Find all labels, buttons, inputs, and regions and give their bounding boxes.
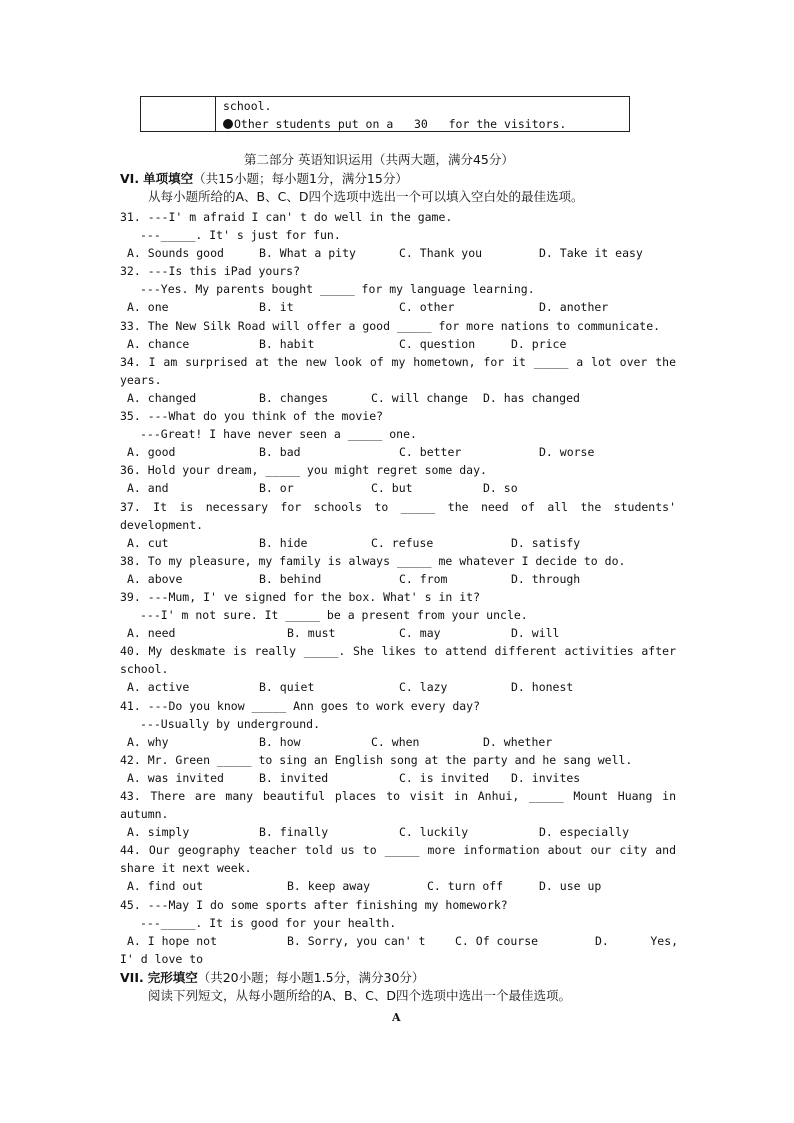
question-39-options <box>120 624 676 642</box>
question-41: 41. ---Do you know _____ Ann goes to work every day? <box>120 698 481 713</box>
option-d: D. satisfy <box>511 535 581 550</box>
option-a: A. why <box>127 734 169 749</box>
option-d: D. has changed <box>483 390 580 405</box>
section-6-heading <box>120 170 408 188</box>
option-a: A. above <box>127 571 183 586</box>
question-44: 44. Our geography teacher told us to _____ more information about our city and <box>120 843 676 858</box>
option-c: C. lazy <box>399 680 448 695</box>
question-40-cont: school. <box>120 662 169 677</box>
option-d: D. honest <box>511 680 574 695</box>
option-d: D. another <box>539 300 609 315</box>
option-b: B. hide <box>259 535 308 550</box>
question-31-reply: ---_____. It' s just for fun. <box>140 228 341 243</box>
option-d: D. through <box>511 571 581 586</box>
section-6-info: （共15小题；每小题1分，满分15分） <box>193 171 408 186</box>
option-d: D. use up <box>539 879 602 894</box>
option-d: D. especially <box>539 825 630 840</box>
question-38-options <box>120 570 676 588</box>
question-39: 39. ---Mum, I' ve signed for the box. What' s in it? <box>120 589 481 604</box>
option-a: A. I hope not <box>127 933 218 948</box>
option-b: B. it <box>259 300 294 315</box>
table-line-2-text: Other students put on a 30 for the visitors. <box>234 117 567 131</box>
question-45-reply: ---_____. It is good for your health. <box>140 915 397 930</box>
option-a: A. chance <box>127 336 190 351</box>
option-b: B. invited <box>259 770 329 785</box>
option-b: B. how <box>259 734 301 749</box>
question-34-options <box>120 389 676 407</box>
option-b: B. behind <box>259 571 322 586</box>
option-d: D. Take it easy <box>539 246 643 261</box>
question-43: 43. There are many beautiful places to visit in Anhui, _____ Mount Huang in <box>120 789 676 803</box>
question-35: 35. ---What do you think of the movie? <box>120 409 384 424</box>
option-c: C. is invited <box>399 770 490 785</box>
question-33-options <box>120 335 676 353</box>
option-a: A. cut <box>127 535 169 550</box>
section-7-instruction: 阅读下列短文，从每小题所给的A、B、C、D四个选项中选出一个最佳选项。 <box>148 988 571 1003</box>
passage-label: A <box>392 1011 401 1024</box>
option-a: A. was invited <box>127 770 224 785</box>
option-b: B. or <box>259 481 294 496</box>
question-42-options <box>120 769 676 787</box>
table-line-1: school. <box>223 99 272 113</box>
question-34-cont: years. <box>120 372 162 387</box>
option-c: C. when <box>371 734 420 749</box>
bullet-icon <box>223 119 233 129</box>
question-list <box>120 208 679 968</box>
option-a: A. good <box>127 445 176 460</box>
question-42: 42. Mr. Green _____ to sing an English song at the party and he sang well. <box>120 752 633 767</box>
option-d: D. price <box>511 336 567 351</box>
option-c: C. Of course <box>455 933 539 948</box>
option-b: B. keep away <box>287 879 371 894</box>
question-45-options <box>120 932 679 950</box>
option-d: D. so <box>483 481 518 496</box>
question-36: 36. Hold your dream, _____ you might regret some day. <box>120 463 487 478</box>
option-c: C. from <box>399 571 448 586</box>
question-37: 37. It is necessary for schools to _____ the need of all the students' <box>120 499 676 514</box>
question-37-cont: development. <box>120 517 204 532</box>
option-a: A. simply <box>127 825 190 840</box>
top-table <box>140 96 630 132</box>
part-2-title: 第二部分 英语知识运用（共两大题，满分45分） <box>244 152 514 167</box>
question-34: 34. I am surprised at the new look of my hometown, for it _____ a lot over the <box>120 354 676 369</box>
question-38: 38. To my pleasure, my family is always _____ me whatever I decide to do. <box>120 553 626 568</box>
section-7-name: 完形填空 <box>147 970 198 985</box>
option-c: C. other <box>399 300 455 315</box>
option-d: D. will <box>511 626 560 641</box>
question-43-options <box>120 823 676 841</box>
question-44-cont: share it next week. <box>120 861 252 876</box>
option-b: B. quiet <box>259 680 315 695</box>
section-7-info: （共20小题；每小题1.5分，满分30分） <box>197 970 425 985</box>
question-35-reply: ---Great! I have never seen a _____ one. <box>140 427 417 442</box>
question-40-options <box>120 678 676 696</box>
option-d: D. Yes, <box>595 933 679 948</box>
question-41-reply: ---Usually by underground. <box>140 716 321 731</box>
question-32-reply: ---Yes. My parents bought _____ for my language learning. <box>140 282 535 297</box>
option-a: A. active <box>127 680 190 695</box>
question-41-options <box>120 733 676 751</box>
question-31: 31. ---I' m afraid I can' t do well in the game. <box>120 210 453 224</box>
table-line-2 <box>223 116 566 133</box>
question-32-options <box>120 298 676 316</box>
option-b: B. bad <box>259 445 301 460</box>
option-d: D. whether <box>483 734 553 749</box>
option-c: C. luckily <box>399 825 469 840</box>
question-36-options <box>120 479 676 497</box>
option-d: D. invites <box>511 770 581 785</box>
option-b: B. changes <box>259 390 329 405</box>
option-c: C. Thank you <box>399 246 483 261</box>
option-a: A. changed <box>127 390 197 405</box>
question-43-cont: autumn. <box>120 807 169 822</box>
option-a: A. and <box>127 481 169 496</box>
option-c: C. will change <box>371 390 468 405</box>
question-44-options <box>120 877 676 895</box>
question-39-reply: ---I' m not sure. It _____ be a present from your uncle. <box>140 608 528 623</box>
option-b: B. What a pity <box>259 246 356 261</box>
option-c: C. turn off <box>427 879 504 894</box>
question-45: 45. ---May I do some sports after finishing my homework? <box>120 897 508 912</box>
section-6-name: 单项填空 <box>143 171 194 186</box>
question-32: 32. ---Is this iPad yours? <box>120 264 301 279</box>
question-40: 40. My deskmate is really _____. She likes to attend different activities after <box>120 644 676 659</box>
option-c: C. question <box>399 336 476 351</box>
option-c: C. may <box>399 626 441 641</box>
option-b: B. finally <box>259 825 329 840</box>
option-b: B. must <box>287 626 336 641</box>
question-31-options <box>120 244 676 262</box>
option-c: C. refuse <box>371 535 434 550</box>
option-d: D. worse <box>539 445 595 460</box>
option-b: B. Sorry, you can' t <box>287 933 426 948</box>
section-7-number: VII. <box>120 970 144 985</box>
question-45-option-d-cont: I' d love to <box>120 951 204 966</box>
option-c: C. but <box>371 481 413 496</box>
section-7-heading <box>120 969 424 987</box>
question-37-options <box>120 534 676 552</box>
option-a: A. find out <box>127 879 204 894</box>
option-c: C. better <box>399 445 462 460</box>
option-a: A. Sounds good <box>127 246 224 261</box>
option-a: A. need <box>127 626 176 641</box>
section-6-number: VI. <box>120 171 140 186</box>
section-6-instruction: 从每小题所给的A、B、C、D四个选项中选出一个可以填入空白处的最佳选项。 <box>148 189 584 204</box>
question-33: 33. The New Silk Road will offer a good _____ for more nations to communicate. <box>120 318 661 333</box>
option-b: B. habit <box>259 336 315 351</box>
table-divider <box>215 97 216 131</box>
option-a: A. one <box>127 300 169 315</box>
question-35-options <box>120 443 676 461</box>
